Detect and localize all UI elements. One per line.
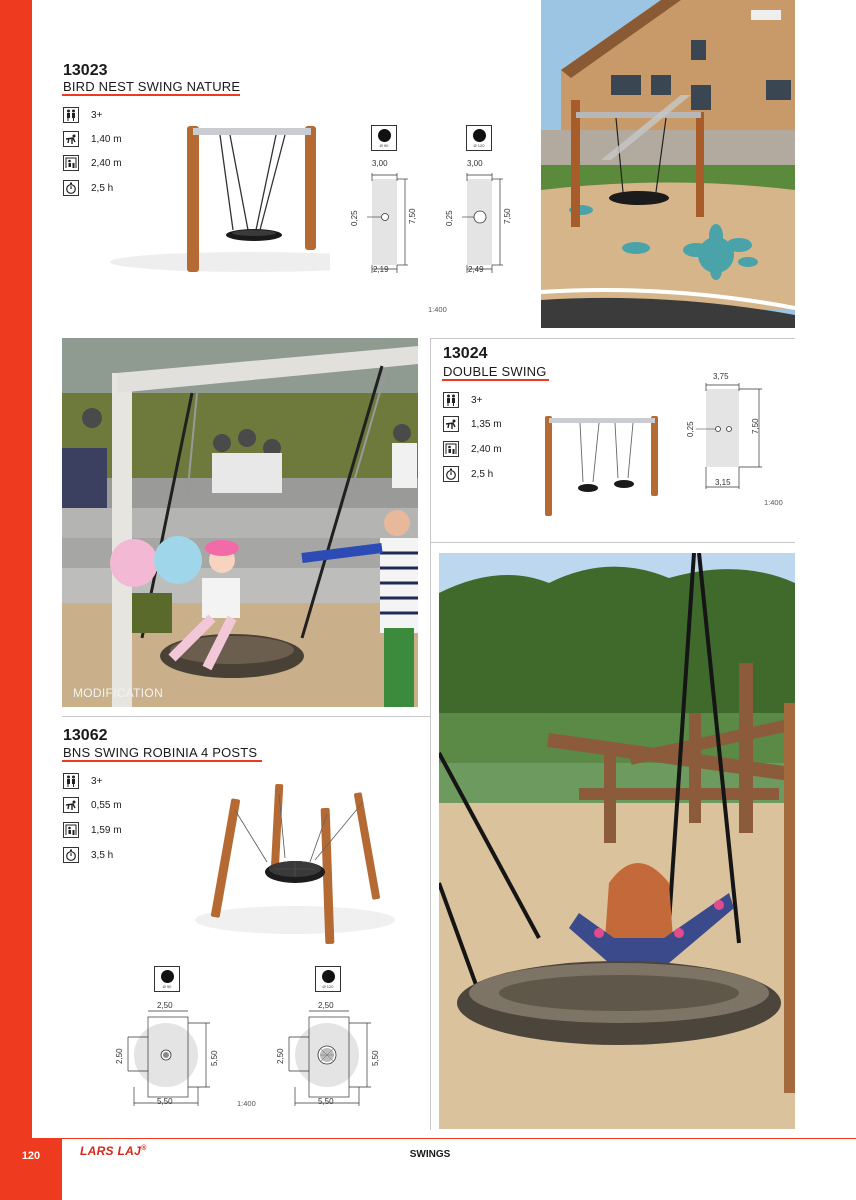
- photo-girl-on-nest-swing: [439, 553, 795, 1129]
- seat-diameter-icon: Ø 120: [466, 125, 492, 151]
- scale-label: 1:400: [764, 498, 783, 507]
- stopwatch-icon: [443, 466, 459, 482]
- spec-value: 3,5 h: [91, 849, 114, 861]
- left-accent-bar: [0, 0, 32, 1138]
- spec-installation-height: [63, 821, 122, 839]
- footer-rule: [62, 1138, 856, 1139]
- dimension-length: 7,50: [503, 208, 512, 224]
- spec-value: 2,40 m: [471, 443, 502, 455]
- product-name: DOUBLE SWING: [443, 364, 547, 379]
- installation-height-icon: [443, 441, 459, 457]
- spec-value: 2,40 m: [91, 157, 122, 169]
- fall-height-icon: [443, 416, 459, 432]
- dimension-right: 5,50: [210, 1050, 219, 1066]
- dimension-bottom: 5,50: [318, 1097, 334, 1106]
- title-underline: [442, 379, 549, 381]
- dimension-side: 0,25: [350, 210, 359, 226]
- dimension-left: 2,50: [115, 1048, 124, 1064]
- dimension-width: 3,00: [372, 159, 388, 168]
- stopwatch-icon: [63, 847, 79, 863]
- spec-value: 0,55 m: [91, 799, 122, 811]
- spec-fall-height: [443, 415, 502, 433]
- dimension-top: 2,50: [318, 1001, 334, 1010]
- spec-value: 2,5 h: [91, 182, 114, 194]
- spec-value: 3+: [91, 109, 103, 121]
- dimension-left: 2,50: [276, 1048, 285, 1064]
- seat-diameter-icon: Ø 90: [154, 966, 180, 992]
- product-code: 13024: [443, 345, 488, 362]
- title-underline: [62, 760, 262, 762]
- dimension-bottom: 5,50: [157, 1097, 173, 1106]
- dimension-width: 3,00: [467, 159, 483, 168]
- spec-value: 1,59 m: [91, 824, 122, 836]
- dimension-side: 0,25: [686, 421, 695, 437]
- divider-line: [430, 542, 431, 1130]
- installation-height-icon: [63, 822, 79, 838]
- dimension-width: 3,75: [713, 372, 729, 381]
- dimension-bottom: 2,49: [468, 265, 484, 274]
- section-title: SWINGS: [409, 1149, 451, 1160]
- spec-installation-time: [63, 846, 113, 864]
- product-name: BIRD NEST SWING NATURE: [63, 79, 241, 94]
- product-code: 13062: [63, 727, 108, 744]
- seat-diameter-icon: Ø 90: [371, 125, 397, 151]
- seat-diameter-icon: Ø 120: [315, 966, 341, 992]
- spec-value: 2,5 h: [471, 468, 494, 480]
- divider-line: [430, 542, 795, 543]
- spec-value: 3+: [471, 394, 483, 406]
- dimension-bottom: 2,19: [373, 265, 389, 274]
- age-icon: [63, 773, 79, 789]
- page-number: 120: [21, 1150, 41, 1162]
- divider-line: [430, 338, 431, 542]
- product-render-bird-nest-swing: [60, 118, 330, 278]
- page-number-block: [0, 1138, 62, 1200]
- brand-logo: LARS LAJ®: [80, 1144, 147, 1158]
- dimension-length: 7,50: [751, 418, 760, 434]
- photo-caption: MODIFICATION: [73, 686, 164, 700]
- dimension-right: 5,50: [371, 1050, 380, 1066]
- scale-label: 1:400: [237, 1099, 256, 1108]
- product-code: 13023: [63, 62, 108, 79]
- spec-fall-height: [63, 796, 122, 814]
- spec-value: 1,40 m: [91, 133, 122, 145]
- spec-value: 1,35 m: [471, 418, 502, 430]
- spec-age: [63, 772, 102, 790]
- photo-children-on-swing: [62, 338, 418, 707]
- divider-line: [430, 338, 795, 339]
- photo-installed-swing: [541, 0, 795, 328]
- dimension-top: 2,50: [157, 1001, 173, 1010]
- dimension-length: 7,50: [408, 208, 417, 224]
- spec-installation-height: [443, 440, 502, 458]
- title-underline: [62, 94, 240, 96]
- product-name: BNS SWING ROBINIA 4 POSTS: [63, 745, 258, 760]
- dimension-side: 0,25: [445, 210, 454, 226]
- spec-value: 3+: [91, 775, 103, 787]
- spec-installation-time: [443, 465, 493, 483]
- dimension-bottom: 3,15: [715, 478, 731, 487]
- product-render-4-post-swing: [195, 780, 395, 955]
- product-render-double-swing: [535, 410, 665, 520]
- divider-line: [62, 716, 430, 717]
- fall-height-icon: [63, 797, 79, 813]
- spec-age: [443, 391, 482, 409]
- age-icon: [443, 392, 459, 408]
- scale-label: 1:400: [428, 305, 447, 314]
